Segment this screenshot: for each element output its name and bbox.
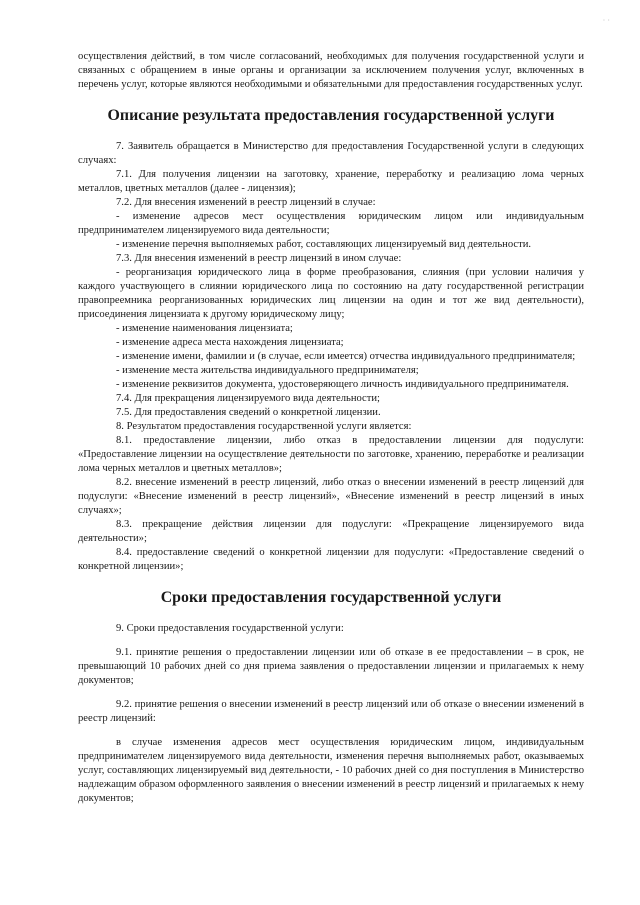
paragraph-7-1: 7.1. Для получения лицензии на заготовку, хранение, переработку и реализацию лома черных металлов, цветных металлов (далее - лицензия); (78, 169, 584, 194)
section-title-terms: Сроки предоставления государственной услуги (160, 589, 502, 606)
paragraph-8-2: 8.2. внесение изменений в реестр лицензий, либо отказ о внесении изменений в реестр лицензий для подуслуги: «Внесение изменений в реестр лицензий», «Внесение изменений в реестр лицензий в иных случаях»; (78, 477, 584, 516)
paragraph-8: 8. Результатом предоставления государственной услуги является: (116, 421, 412, 432)
paragraph-7-3: 7.3. Для внесения изменений в реестр лицензий в ином случае: (116, 253, 402, 264)
intro-paragraph: осуществления действий, в том числе согласований, необходимых для получения государственной услуги и связанных с обращением в иные органы и организации за исключением получения услуг, включенных в перечень услуг, которые являются необходимыми и обязательными для предоставления государственных услуг. (78, 51, 584, 90)
list-item: - изменение наименования лицензиата; (116, 323, 293, 334)
list-item: - реорганизация юридического лица в форме преобразования, слияния (при условии наличия у каждого участвующего в слиянии юридического лица по состоянию на дату государственной регистрации правопреемника реорганизованных юридических лиц лицензии на один и тот же вид деятельности), присоединения лицензиата к другому юридическому лицу; (78, 267, 584, 320)
list-item: - изменение реквизитов документа, удостоверяющего личность индивидуального предпринимателя. (116, 379, 569, 390)
section-title-result: Описание результата предоставления государственной услуги (107, 107, 555, 124)
paragraph-9-2-case: в случае изменения адресов мест осуществления юридическим лицом, индивидуальным предпринимателем лицензируемого вида деятельности, изменения перечня выполняемых работ, оказываемых услуг, составляющих лицензируемый вид деятельности, - 10 рабочих дней со дня поступления в Министерство надлежащим образом оформленного заявления о внесении изменений в реестр лицензий и прилагаемых к нему документов; (78, 737, 584, 804)
paragraph-7: 7. Заявитель обращается в Министерство для предоставления Государственной услуги в следующих случаях: (78, 141, 584, 166)
paragraph-9: 9. Сроки предоставления государственной услуги: (116, 623, 344, 634)
list-item: - изменение перечня выполняемых работ, составляющих лицензируемый вид деятельности. (116, 239, 532, 250)
paragraph-7-2: 7.2. Для внесения изменений в реестр лицензий в случае: (116, 197, 376, 208)
list-item: - изменение имени, фамилии и (в случае, если имеется) отчества индивидуального предпринимателя; (116, 351, 576, 362)
paragraph-8-3: 8.3. прекращение действия лицензии для подуслуги: «Прекращение лицензируемого вида деятельности»; (78, 519, 584, 544)
paragraph-7-4: 7.4. Для прекращения лицензируемого вида деятельности; (116, 393, 381, 404)
list-item: - изменение адреса места нахождения лицензиата; (116, 337, 344, 348)
paragraph-8-1: 8.1. предоставление лицензии, либо отказ в предоставлении лицензии для подуслуги: «Предоставление лицензии на осуществление деятельности по заготовке, хранению, переработке и реализации лома черных металлов и цветных металлов»; (78, 435, 584, 474)
list-item: - изменение адресов мест осуществления юридическим лицом или индивидуальным предпринимателем лицензируемого вида деятельности; (78, 211, 584, 236)
paragraph-8-4: 8.4. предоставление сведений о конкретной лицензии для подуслуги: «Предоставление сведений о конкретной лицензии»; (78, 547, 584, 572)
paragraph-9-2: 9.2. принятие решения о внесении изменений в реестр лицензий или об отказе о внесении изменений в реестр лицензий: (78, 699, 584, 724)
paragraph-7-5: 7.5. Для предоставления сведений о конкретной лицензии. (116, 407, 381, 418)
section-terms-body (78, 622, 584, 806)
section-result-body (78, 140, 584, 574)
list-item: - изменение места жительства индивидуального предпринимателя; (116, 365, 419, 376)
page-corner-mark: · · (602, 16, 610, 25)
paragraph-9-1: 9.1. принятие решения о предоставлении лицензии или об отказе в ее предоставлении – в срок, не превышающий 10 рабочих дней со дня приема заявления о предоставлении лицензии и прилагаемых к нему документов; (78, 647, 584, 686)
